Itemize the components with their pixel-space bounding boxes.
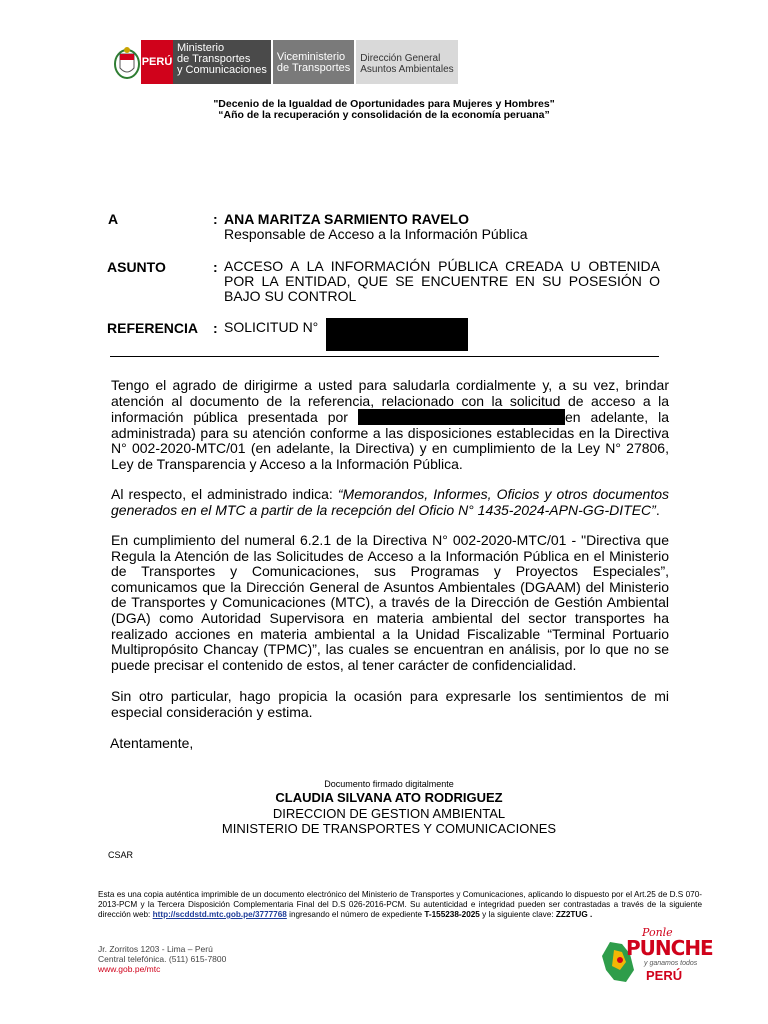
paragraph-4: Sin otro particular, hago propicia la ocasión para expresarle los sentimientos de mi especial consideración y estima. (111, 688, 669, 720)
website-link[interactable]: www.gob.pe/mtc (98, 964, 161, 974)
asunto-label: ASUNTO (107, 259, 166, 275)
decenio-line-2: “Año de la recuperación y consolidación de la economía peruana” (218, 109, 550, 121)
divider (110, 356, 659, 357)
redaction-box (358, 409, 565, 425)
expediente-number: T-155238-2025 (424, 910, 480, 919)
direction-label: Dirección General Asuntos Ambientales (356, 40, 457, 84)
signer-name: CLAUDIA SILVANA ATO RODRIGUEZ (275, 790, 503, 805)
digital-signature-note: Documento firmado digitalmente (324, 779, 454, 789)
asunto-colon: : (213, 259, 218, 275)
initials: CSAR (108, 850, 134, 860)
peru-coat-of-arms-icon (113, 42, 141, 82)
peru-label: PERÚ (141, 40, 173, 84)
referencia-colon: : (213, 320, 218, 336)
signer-ministry: MINISTERIO DE TRANSPORTES Y COMUNICACIONES (221, 821, 557, 836)
decenio-line-1: "Decenio de la Igualdad de Oportunidades para Mujeres y Hombres" (213, 98, 555, 110)
asunto-text: ACCESO A LA INFORMACIÓN PÚBLICA CREADA U OBTENIDA POR LA ENTIDAD, QUE SE ENCUENTRE EN SU POSESIÓN O BAJO SU CONTROL (224, 258, 660, 304)
legal-notice: Esta es una copia auténtica imprimible de un documento electrónico del Ministerio de Transportes y Comunicaciones, aplicando lo dispuesto por el Art.25 de D.S 070-2013-PCM y la Tercera Disposición Complementaria Final del D.S 026-2016-PCM. Su autenticidad e integridad pueden ser contrastadas a través de la siguiente dirección web: http://scddstd.mtc.gob.pe/3777768 ingresando el número de expediente T-155238-2025 y la siguiente clave: ZZ2TUG . (98, 890, 702, 919)
paragraph-3: En cumplimiento del numeral 6.2.1 de la Directiva N° 002-2020-MTC/01 - "Directiva que Regula la Atención de las Solicitudes de Acceso a la Información Pública en el Ministerio de Transportes y Comunicaciones, sus Programas y Proyectos Especiales”, comunicamos que la Dirección General de Asuntos Ambientales (DGAAM) del Ministerio de Transportes y Comunicaciones (MTC), a través de la Dirección de Gestión Ambiental (DGA) como Autoridad Supervisora en materia ambiental del sector transportes ha realizado acciones en materia ambiental a la Unidad Fiscalizable “Terminal Portuario Multipropósito Chancay (TPMC)”, las cuales se encuentran en análisis, por lo que no se puede precisar el contenido de estos, al tener carácter de confidencialidad. (111, 532, 669, 673)
a-label: A (108, 211, 119, 227)
redaction-box (326, 318, 468, 351)
a-colon: : (213, 211, 218, 227)
recipient-role: Responsable de Acceso a la Información Pública (224, 226, 528, 242)
phone: Central telefónica. (511) 615-7800 (98, 954, 227, 964)
signer-office: DIRECCION DE GESTION AMBIENTAL (272, 806, 506, 821)
viceministry-label: Viceministerio de Transportes (273, 40, 354, 84)
closing: Atentamente, (110, 735, 194, 751)
paragraph-2: Al respecto, el administrado indica: “Memorandos, Informes, Oficios y otros documentos generados en el MTC a partir de la recepción del Oficio N° 1435-2024-APN-GG-DITEC”. (111, 486, 670, 518)
address: Jr. Zorritos 1203 - Lima – Perú (98, 944, 213, 954)
recipient-name: ANA MARITZA SARMIENTO RAVELO (224, 211, 469, 227)
ministry-label: Ministerio de Transportes y Comunicaciones (173, 40, 271, 84)
ponle-punche-badge: Ponle PUNCHE y ganamos todos PERÚ (600, 926, 710, 986)
paragraph-1: Tengo el agrado de dirigirme a usted para saludarla cordialmente y, a su vez, brindar atención al documento de la referencia, relacionado con la solicitud de acceso a la información pública presentada por en adelante, la administrada) para su atención conforme a las disposiciones establecidas en la Directiva N° 002-2020-MTC/01 (en adelante, la Directiva) y en cumplimiento de la Ley N° 27806, Ley de Transparencia y Acceso a la Información Pública. (111, 377, 669, 472)
referencia-label: REFERENCIA (107, 320, 199, 336)
verification-key: ZZ2TUG (555, 910, 588, 919)
referencia-value: SOLICITUD N° (224, 319, 319, 335)
header-logo (113, 40, 458, 84)
verification-link[interactable]: http://scddstd.mtc.gob.pe/3777768 (152, 910, 287, 919)
